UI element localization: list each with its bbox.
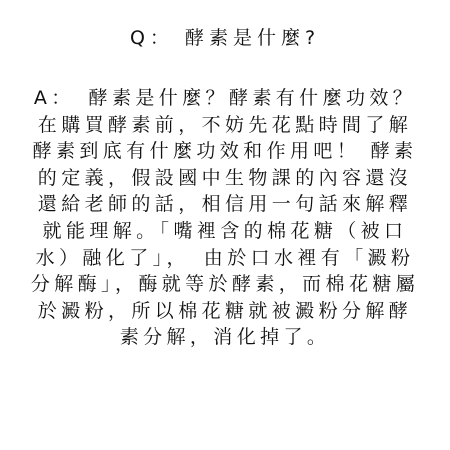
- answer-line: 於澱粉，所以棉花糖就被澱粉分解酵: [37, 299, 413, 322]
- answer-line: 還給老師的話，相信用一句話來解釋: [37, 193, 413, 216]
- answer-line: 水）融化了」， 由於口水裡有「澱粉: [35, 246, 415, 269]
- answer-line: 在購買酵素前，不妨先花點時間了解: [37, 113, 413, 136]
- question-heading: Q： 酵素是什麼?: [129, 27, 321, 49]
- answer-line: 素分解，消化掉了。: [119, 326, 331, 349]
- answer-line: 就能理解。「嘴裡含的棉花糖（被口: [42, 219, 408, 242]
- answer-line: A： 酵素是什麼？酵素有什麼功效？: [33, 87, 417, 109]
- answer-line: 的定義，假設國中生物課的內容還沒: [37, 166, 413, 189]
- answer-line: 酵素到底有什麼功效和作用吧！ 酵素: [32, 140, 418, 163]
- answer-line: 分解酶」，酶就等於酵素，而棉花糖屬: [30, 273, 420, 296]
- answer-paragraph: [0, 85, 450, 351]
